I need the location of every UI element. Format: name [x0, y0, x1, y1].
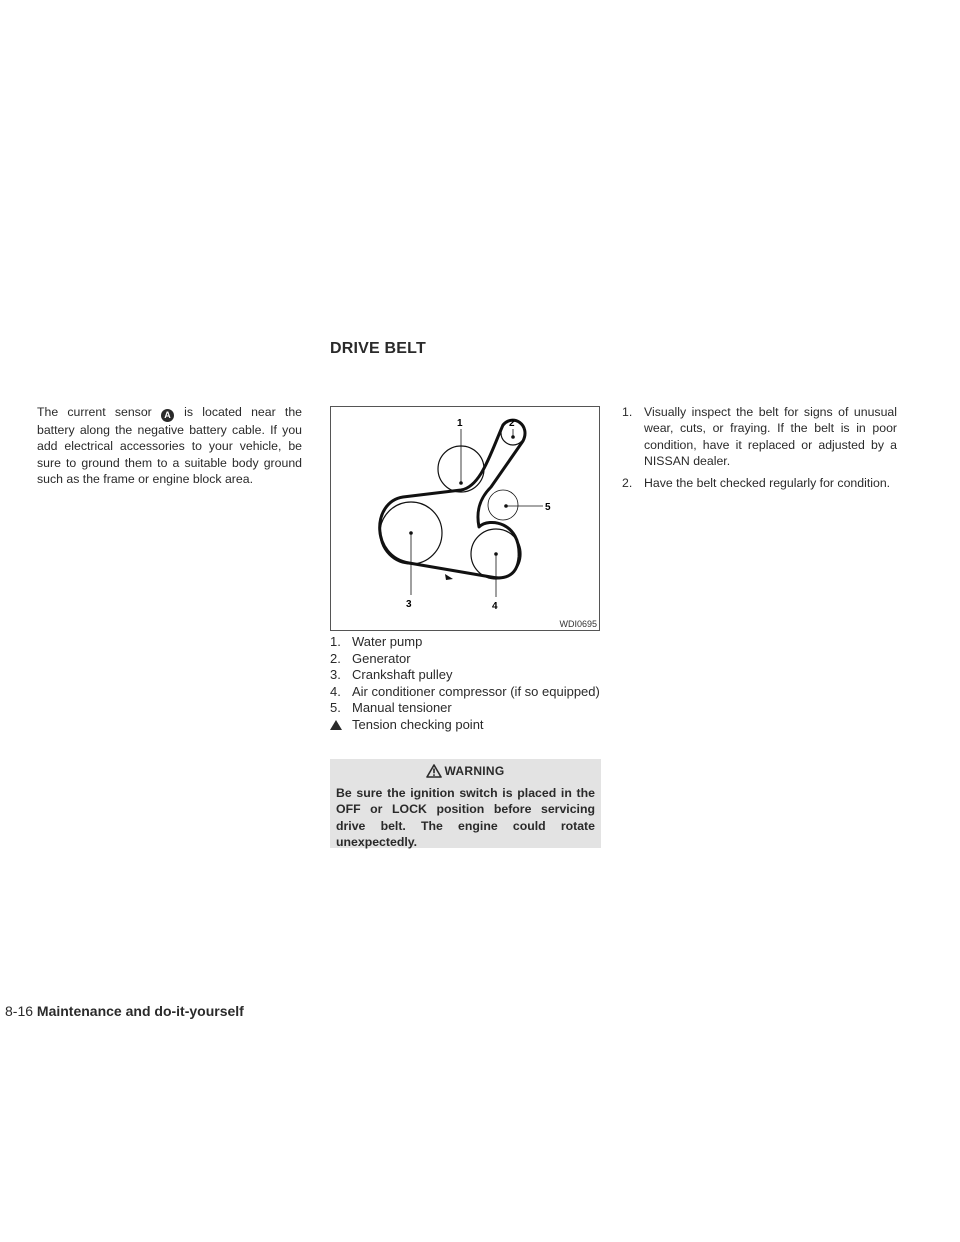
legend-text: Air conditioner compressor (if so equipped) — [352, 683, 600, 699]
legend-text: Generator — [352, 650, 411, 666]
figure-code: WDI0695 — [559, 619, 597, 629]
legend-item — [330, 651, 600, 668]
legend-number: 4. — [330, 683, 341, 699]
figure-label-5: 5 — [545, 502, 551, 513]
legend-item — [330, 684, 600, 701]
legend-number: 1. — [330, 634, 341, 649]
current-sensor-paragraph — [37, 404, 302, 488]
legend-text: Manual tensioner — [352, 700, 452, 716]
legend-number: 2. — [330, 650, 341, 666]
legend-number: 3. — [330, 667, 341, 683]
manual-tensioner-pulley — [488, 490, 518, 520]
step-text: Visually inspect the belt for signs of unusual wear, cuts, or fraying. If the belt is in poor condition, have it replaced or adjusted by a NISSAN dealer. — [644, 405, 897, 469]
belt-routing-diagram — [331, 407, 601, 632]
warning-box — [330, 759, 601, 848]
figure-label-4: 4 — [492, 601, 498, 612]
legend-item — [330, 700, 600, 717]
legend-text: Crankshaft pulley — [352, 667, 453, 683]
page-number: 8-16 — [5, 1003, 34, 1019]
legend-item — [330, 667, 600, 684]
figure-label-1: 1 — [457, 418, 463, 429]
figure-label-2: 2 — [509, 418, 515, 429]
warning-header — [330, 759, 601, 781]
drive-belt-figure — [330, 406, 600, 631]
page-footer — [5, 1003, 244, 1019]
step-number: 2. — [622, 475, 633, 490]
warning-title: WARNING — [444, 764, 505, 778]
step-number: 1. — [622, 405, 633, 419]
tension-check-triangle-icon — [445, 574, 453, 580]
section-title: DRIVE BELT — [330, 340, 426, 357]
warning-text: Be sure the ignition switch is placed in the OFF or LOCK position before servicing drive belt. The engine could rotate unexpectedly. — [336, 786, 595, 850]
drive-belt-path — [380, 420, 525, 578]
legend-item — [330, 717, 600, 734]
step-text: Have the belt checked regularly for condition. — [644, 475, 891, 490]
legend-text: Tension checking point — [352, 716, 484, 732]
paragraph-rest: is located near the battery along the negative battery cable. If you add electrical accessories to your vehicle, be sure to ground them to a suitable body ground such as the frame or engine block area. — [37, 405, 302, 487]
paragraph-start: The current sensor — [37, 405, 152, 419]
figure-legend — [330, 634, 600, 734]
inspection-steps — [622, 404, 897, 496]
footer-section-title: Maintenance and do-it-yourself — [36, 1003, 244, 1019]
legend-item — [330, 634, 600, 651]
triangle-icon — [330, 720, 342, 730]
step-item — [622, 475, 897, 491]
legend-text: Water pump — [352, 634, 423, 649]
circled-a-marker: A — [161, 409, 174, 422]
warning-icon — [426, 764, 442, 778]
figure-label-3: 3 — [406, 599, 412, 610]
legend-number: 5. — [330, 700, 341, 716]
step-item — [622, 404, 897, 470]
